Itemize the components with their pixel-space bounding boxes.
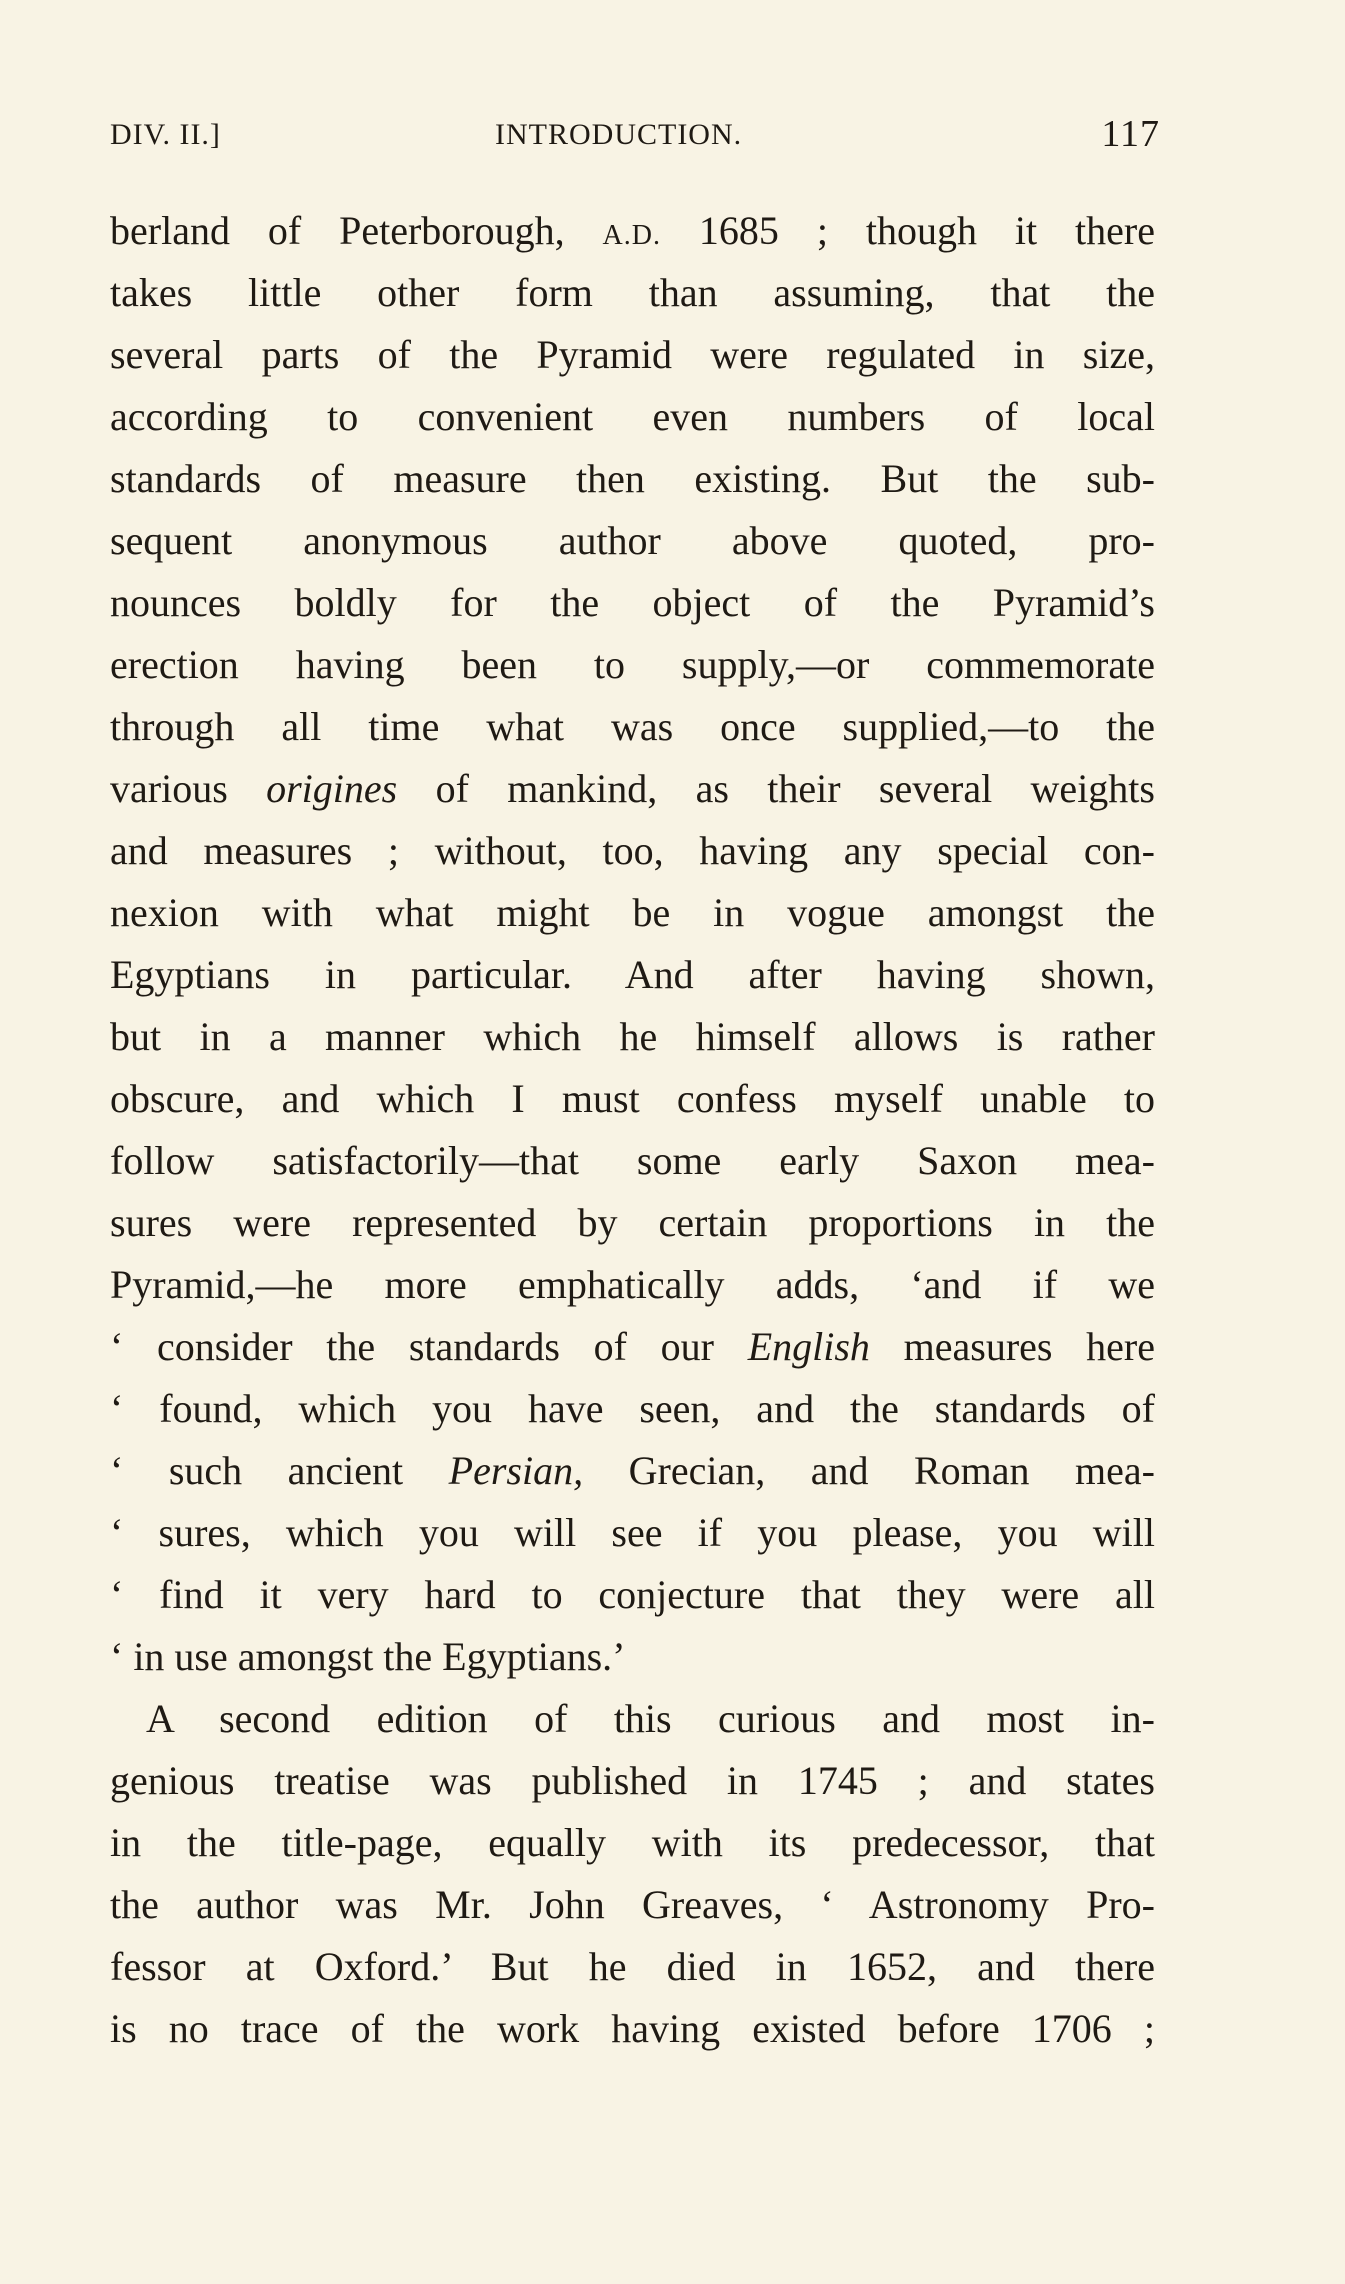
body-text	[110, 200, 1155, 2060]
text-line: in the title-page, equally with its predecessor, that	[110, 1820, 1155, 1865]
running-head	[110, 113, 1160, 168]
text-line: nounces boldly for the object of the Pyramid’s	[110, 580, 1155, 625]
text-line: Pyramid,—he more emphatically adds, ‘and if we	[110, 1262, 1155, 1307]
small-caps-era: A.D.	[602, 220, 661, 251]
italic-word: origines	[266, 766, 398, 811]
text-line: ‘ in use amongst the Egyptians.’	[110, 1634, 626, 1679]
text-line: through all time what was once supplied,—to the	[110, 704, 1155, 749]
text-segment: ‘ such ancient	[110, 1448, 449, 1493]
text-segment: ‘ consider the standards of our	[110, 1324, 748, 1369]
chapter-title: INTRODUCTION.	[495, 118, 743, 151]
text-line: obscure, and which I must confess myself unable to	[110, 1076, 1155, 1121]
text-segment: 1685 ; though it there	[660, 208, 1155, 253]
text-segment: Grecian, and Roman mea-	[583, 1448, 1155, 1493]
text-line: follow satisfactorily—that some early Saxon mea-	[110, 1138, 1155, 1183]
text-segment: berland of Peterborough,	[110, 208, 603, 253]
italic-word: Persian,	[448, 1448, 584, 1493]
text-line: standards of measure then existing. But the sub-	[110, 456, 1155, 501]
text-line	[110, 1440, 1155, 1502]
text-line: Egyptians in particular. And after having shown,	[110, 952, 1155, 997]
page-number: 117	[1101, 113, 1160, 155]
text-line: several parts of the Pyramid were regulated in size,	[110, 332, 1155, 377]
text-line: genious treatise was published in 1745 ; and states	[110, 1758, 1155, 1803]
text-line: fessor at Oxford.’ But he died in 1652, and there	[110, 1944, 1155, 1989]
text-line: takes little other form than assuming, that the	[110, 270, 1155, 315]
text-line: ‘ sures, which you will see if you please, you will	[110, 1510, 1155, 1555]
text-segment: various	[110, 766, 267, 811]
text-line: erection having been to supply,—or commemorate	[110, 642, 1155, 687]
text-line: sures were represented by certain proportions in the	[110, 1200, 1155, 1245]
text-line: and measures ; without, too, having any special con-	[110, 828, 1155, 873]
division-label: DIV. II.]	[110, 118, 221, 151]
text-line	[110, 200, 1155, 262]
text-line	[110, 1316, 1155, 1378]
text-line: but in a manner which he himself allows is rather	[110, 1014, 1155, 1059]
text-line: nexion with what might be in vogue amongst the	[110, 890, 1155, 935]
text-line: is no trace of the work having existed before 1706 ;	[110, 2006, 1155, 2051]
text-line	[110, 758, 1155, 820]
text-line: according to convenient even numbers of local	[110, 394, 1155, 439]
paragraph-start-line: A second edition of this curious and most in-	[146, 1696, 1155, 1741]
italic-word: English	[747, 1324, 870, 1369]
text-line: ‘ find it very hard to conjecture that they were all	[110, 1572, 1155, 1617]
text-line: ‘ found, which you have seen, and the standards of	[110, 1386, 1155, 1431]
text-line: sequent anonymous author above quoted, pro-	[110, 518, 1155, 563]
text-segment: of mankind, as their several weights	[397, 766, 1155, 811]
text-segment: measures here	[869, 1324, 1155, 1369]
text-line: the author was Mr. John Greaves, ‘ Astronomy Pro-	[110, 1882, 1155, 1927]
